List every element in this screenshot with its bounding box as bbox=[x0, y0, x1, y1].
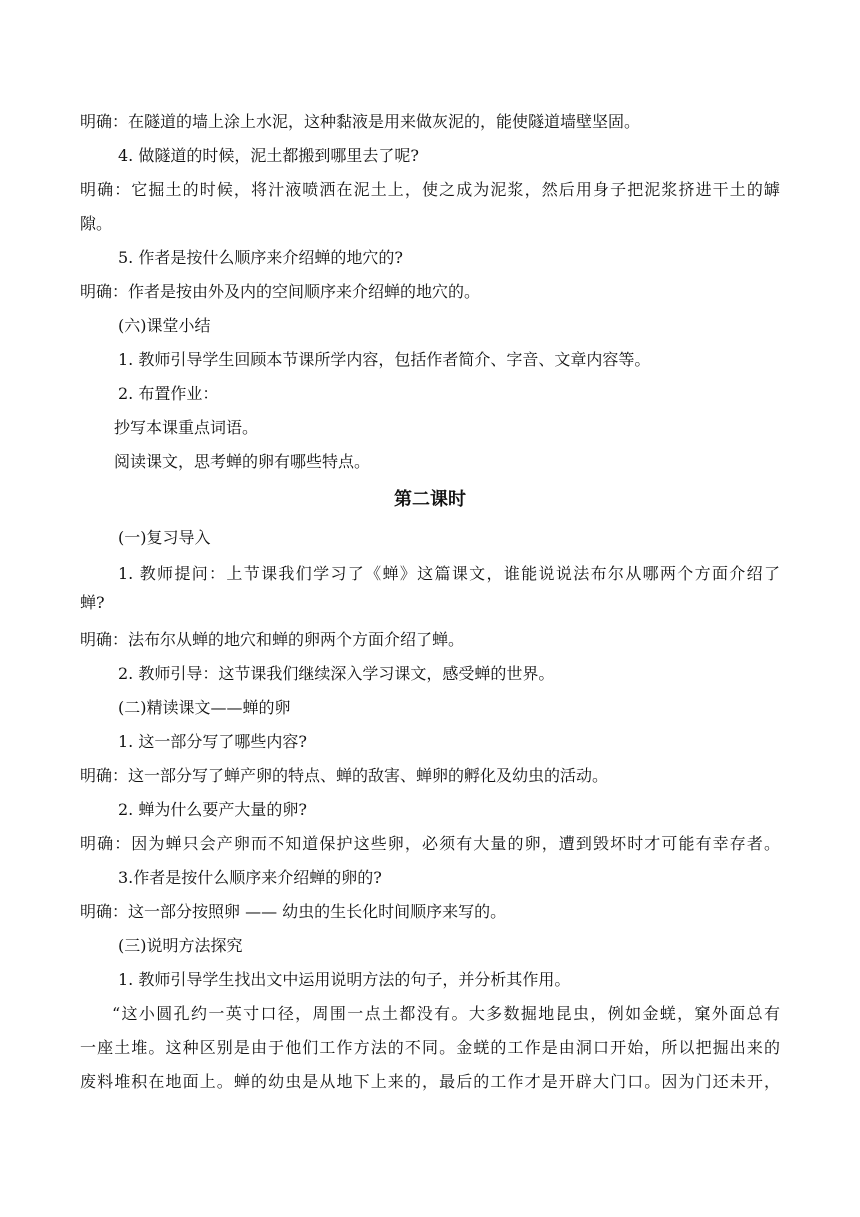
answer-line: 明确：作者是按由外及内的空间顺序来介绍蝉的地穴的。 bbox=[80, 282, 481, 301]
question-line: 2. 蝉为什么要产大量的卵? bbox=[118, 800, 307, 819]
answer-line: 明确：这一部分写了蝉产卵的特点、蝉的敌害、蝉卵的孵化及幼虫的活动。 bbox=[80, 766, 609, 785]
question-line: 4. 做隧道的时候，泥土都搬到哪里去了呢? bbox=[118, 146, 419, 165]
section-heading: (六)课堂小结 bbox=[118, 316, 211, 335]
homework-item: 抄写本课重点词语。 bbox=[114, 418, 259, 437]
answer-line: 明确：法布尔从蝉的地穴和蝉的卵两个方面介绍了蝉。 bbox=[80, 630, 465, 649]
question-line: 3.作者是按什么顺序来介绍蝉的卵的? bbox=[118, 868, 382, 887]
quote-line: “这小圆孔约一英寸口径，周围一点土都没有。大多数掘地昆虫，例如金蜣，窠外面总有 bbox=[112, 1004, 780, 1023]
section-heading: (三)说明方法探究 bbox=[118, 936, 243, 955]
answer-line-continued: 隙。 bbox=[80, 214, 113, 233]
answer-line: 明确：这一部分按照卵 —— 幼虫的生长化时间顺序来写的。 bbox=[80, 902, 507, 921]
lesson-title: 第二课时 bbox=[394, 489, 466, 510]
homework-item: 阅读课文，思考蝉的卵有哪些特点。 bbox=[114, 452, 371, 471]
list-item: 1. 教师引导学生找出文中运用说明方法的句子，并分析其作用。 bbox=[118, 970, 571, 989]
section-heading: (二)精读课文——蝉的卵 bbox=[118, 698, 291, 717]
question-line: 1. 教师提问：上节课我们学习了《蝉》这篇课文，谁能说说法布尔从哪两个方面介绍了 bbox=[118, 564, 780, 583]
answer-line: 明确：因为蝉只会产卵而不知道保护这些卵，必须有大量的卵，遭到毁坏时才可能有幸存者。 bbox=[80, 834, 780, 853]
section-heading: (一)复习导入 bbox=[118, 528, 211, 547]
answer-line: 明确：在隧道的墙上涂上水泥，这种黏液是用来做灰泥的，能使隧道墙壁坚固。 bbox=[80, 112, 641, 131]
list-item: 1. 教师引导学生回顾本节课所学内容，包括作者简介、字音、文章内容等。 bbox=[118, 350, 651, 369]
quote-line: 废料堆积在地面上。蝉的幼虫是从地下上来的，最后的工作才是开辟大门口。因为门还未开， bbox=[80, 1072, 780, 1091]
question-line-continued: 蝉? bbox=[80, 593, 105, 612]
question-line: 1. 这一部分写了哪些内容? bbox=[118, 732, 307, 751]
answer-line: 明确：它掘土的时候，将汁液喷洒在泥土上，使之成为泥浆，然后用身子把泥浆挤进干土的罅 bbox=[80, 180, 780, 199]
question-line: 5. 作者是按什么顺序来介绍蝉的地穴的? bbox=[118, 248, 403, 267]
list-item: 2. 教师引导：这节课我们继续深入学习课文，感受蝉的世界。 bbox=[118, 664, 555, 683]
quote-line: 一座土堆。这种区别是由于他们工作方法的不同。金蜣的工作是由洞口开始，所以把掘出来的 bbox=[80, 1038, 780, 1057]
list-item: 2. 布置作业： bbox=[118, 384, 219, 403]
